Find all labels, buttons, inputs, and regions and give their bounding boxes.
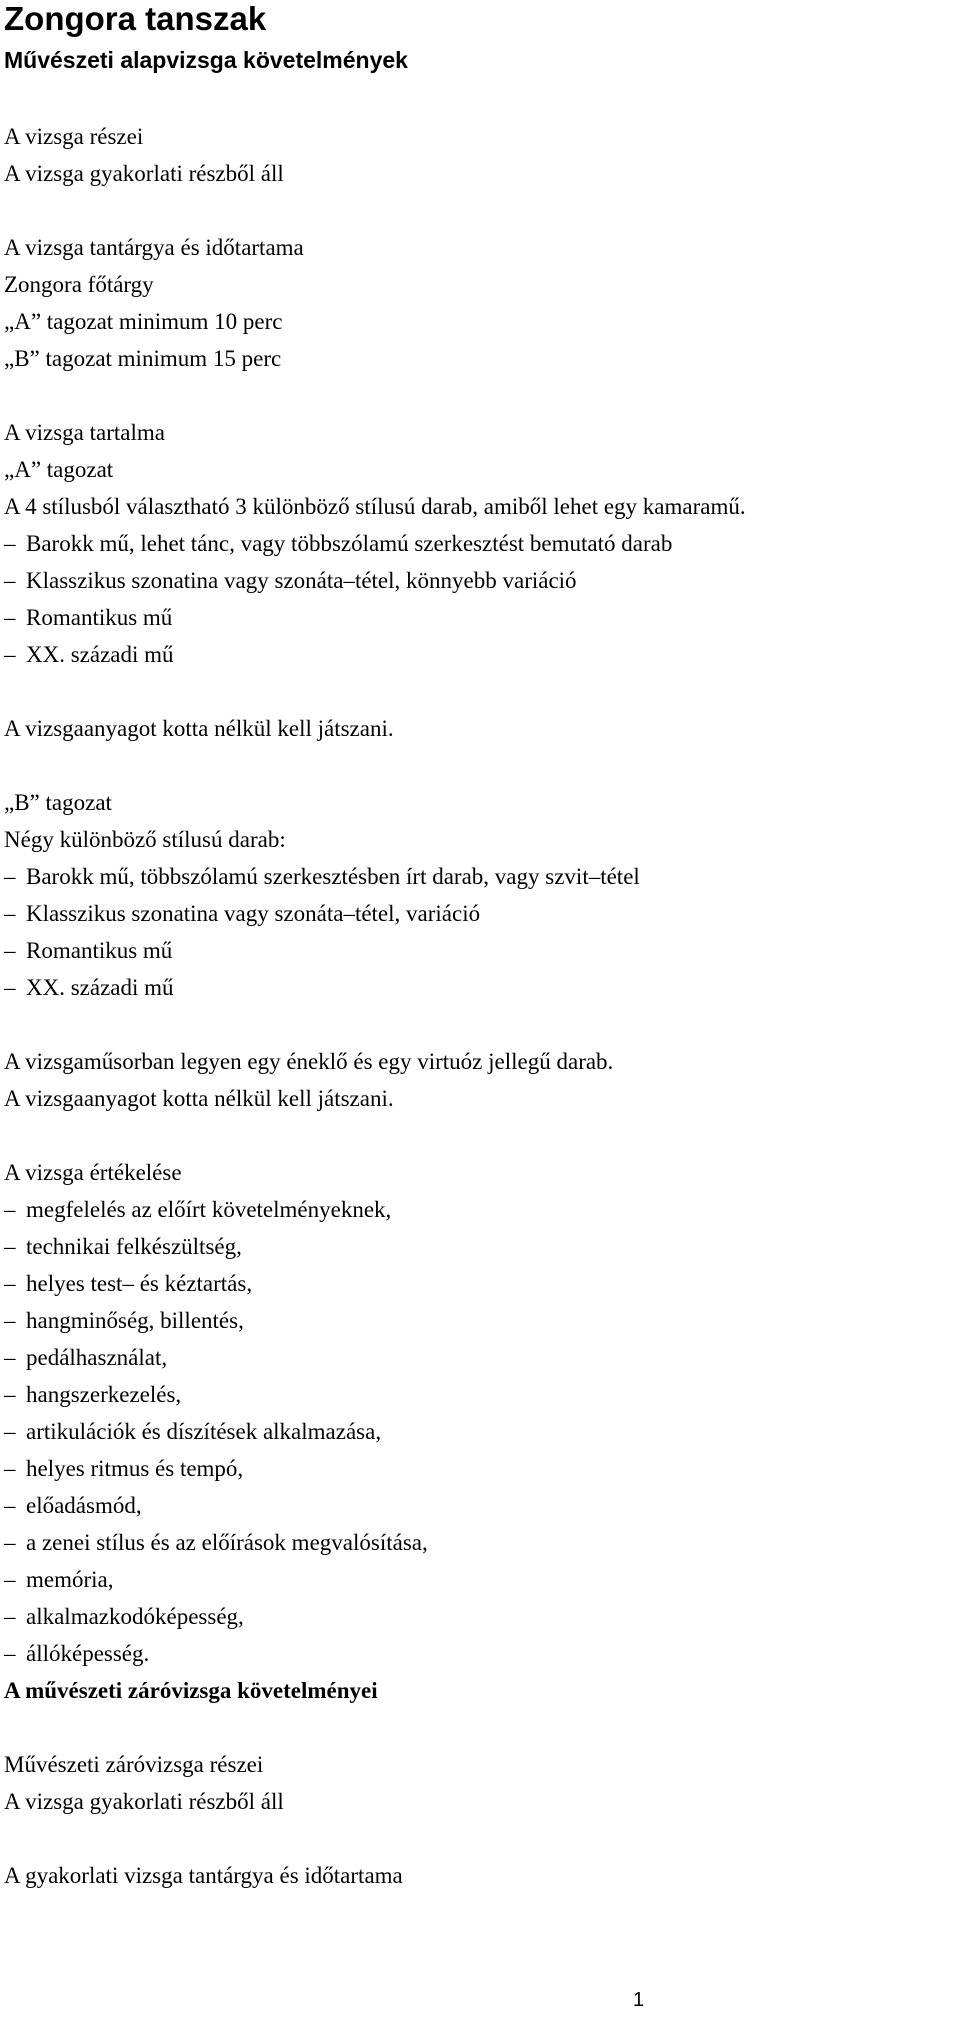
list-item-text: helyes test– és kéztartás, bbox=[26, 1271, 253, 1296]
list-item-text: helyes ritmus és tempó, bbox=[26, 1456, 244, 1481]
dash-bullet: – bbox=[4, 642, 16, 667]
section-heading-tartalma: A vizsga tartalma bbox=[4, 420, 165, 445]
list-item bbox=[4, 1565, 114, 1595]
list-item bbox=[4, 1528, 428, 1558]
list-item bbox=[4, 1380, 181, 1410]
list-item-text: hangszerkezelés, bbox=[26, 1382, 182, 1407]
zarovizsga-parts-heading: Művészeti záróvizsga részei bbox=[4, 1752, 264, 1777]
list-item bbox=[4, 862, 640, 892]
list-item bbox=[4, 529, 672, 559]
dash-bullet: – bbox=[4, 1493, 16, 1518]
a-tagozat-note: A vizsgaanyagot kotta nélkül kell játszani. bbox=[4, 716, 394, 741]
list-item-text: artikulációk és díszítések alkalmazása, bbox=[26, 1419, 382, 1444]
tantargy-subject: Zongora főtárgy bbox=[4, 272, 154, 297]
list-item-text: Romantikus mű bbox=[26, 938, 173, 963]
dash-bullet: – bbox=[4, 1530, 16, 1555]
list-item bbox=[4, 1639, 149, 1669]
dash-bullet: – bbox=[4, 864, 16, 889]
b-tagozat-note-2: A vizsgaanyagot kotta nélkül kell játszani. bbox=[4, 1086, 394, 1111]
dash-bullet: – bbox=[4, 1308, 16, 1333]
dash-bullet: – bbox=[4, 605, 16, 630]
zarovizsga-parts-text: A vizsga gyakorlati részből áll bbox=[4, 1789, 284, 1814]
a-tagozat-intro: A 4 stílusból választható 3 különböző stílusú darab, amiből lehet egy kamaramű. bbox=[4, 494, 746, 519]
list-item bbox=[4, 603, 172, 633]
list-item-text: hangminőség, billentés, bbox=[26, 1308, 244, 1333]
list-item-text: XX. századi mű bbox=[26, 642, 174, 667]
list-item-text: technikai felkészültség, bbox=[26, 1234, 242, 1259]
dash-bullet: – bbox=[4, 1382, 16, 1407]
zarovizsga-practical-heading: A gyakorlati vizsga tantárgya és időtartama bbox=[4, 1863, 403, 1888]
tantargy-a-duration: „A” tagozat minimum 10 perc bbox=[4, 309, 283, 334]
list-item-text: XX. századi mű bbox=[26, 975, 174, 1000]
page-subtitle: Művészeti alapvizsga követelmények bbox=[4, 47, 408, 73]
section-heading-zarovizsga: A művészeti záróvizsga követelményei bbox=[4, 1678, 378, 1703]
section-heading-tantargy: A vizsga tantárgya és időtartama bbox=[4, 235, 304, 260]
b-tagozat-heading: „B” tagozat bbox=[4, 790, 112, 815]
dash-bullet: – bbox=[4, 1419, 16, 1444]
page-number: 1 bbox=[633, 1989, 645, 2011]
list-item bbox=[4, 1343, 167, 1373]
list-item bbox=[4, 973, 174, 1003]
list-item bbox=[4, 936, 172, 966]
a-tagozat-heading: „A” tagozat bbox=[4, 457, 114, 482]
list-item bbox=[4, 640, 174, 670]
list-item bbox=[4, 1602, 244, 1632]
b-tagozat-intro: Négy különböző stílusú darab: bbox=[4, 827, 286, 852]
page-title: Zongora tanszak bbox=[4, 0, 267, 37]
list-item bbox=[4, 1454, 243, 1484]
list-item bbox=[4, 1417, 381, 1447]
list-item-text: alkalmazkodóképesség, bbox=[26, 1604, 244, 1629]
list-item-text: Barokk mű, lehet tánc, vagy többszólamú szerkesztést bemutató darab bbox=[26, 531, 673, 556]
dash-bullet: – bbox=[4, 1234, 16, 1259]
dash-bullet: – bbox=[4, 1456, 16, 1481]
list-item-text: Romantikus mű bbox=[26, 605, 173, 630]
b-tagozat-note-1: A vizsgaműsorban legyen egy éneklő és egy virtuóz jellegű darab. bbox=[4, 1049, 614, 1074]
list-item bbox=[4, 1195, 391, 1225]
dash-bullet: – bbox=[4, 531, 16, 556]
dash-bullet: – bbox=[4, 1604, 16, 1629]
list-item-text: megfelelés az előírt követelményeknek, bbox=[26, 1197, 392, 1222]
section-heading-vizsga-reszei: A vizsga részei bbox=[4, 124, 144, 149]
tantargy-b-duration: „B” tagozat minimum 15 perc bbox=[4, 346, 282, 371]
list-item bbox=[4, 1232, 242, 1262]
list-item-text: Klasszikus szonatina vagy szonáta–tétel, variáció bbox=[26, 901, 481, 926]
list-item bbox=[4, 899, 480, 929]
section-heading-ertekeles: A vizsga értékelése bbox=[4, 1160, 182, 1185]
dash-bullet: – bbox=[4, 1345, 16, 1370]
list-item-text: előadásmód, bbox=[26, 1493, 142, 1518]
dash-bullet: – bbox=[4, 901, 16, 926]
list-item bbox=[4, 1491, 142, 1521]
list-item-text: pedálhasználat, bbox=[26, 1345, 168, 1370]
list-item-text: memória, bbox=[26, 1567, 114, 1592]
list-item-text: a zenei stílus és az előírások megvalósítása, bbox=[26, 1530, 428, 1555]
dash-bullet: – bbox=[4, 1197, 16, 1222]
vizsga-reszei-text: A vizsga gyakorlati részből áll bbox=[4, 161, 284, 186]
list-item-text: állóképesség. bbox=[26, 1641, 150, 1666]
dash-bullet: – bbox=[4, 1271, 16, 1296]
list-item-text: Klasszikus szonatina vagy szonáta–tétel, könnyebb variáció bbox=[26, 568, 577, 593]
list-item bbox=[4, 1269, 252, 1299]
list-item bbox=[4, 566, 577, 596]
dash-bullet: – bbox=[4, 975, 16, 1000]
dash-bullet: – bbox=[4, 1641, 16, 1666]
dash-bullet: – bbox=[4, 568, 16, 593]
dash-bullet: – bbox=[4, 1567, 16, 1592]
list-item-text: Barokk mű, többszólamú szerkesztésben írt darab, vagy szvit–tétel bbox=[26, 864, 640, 889]
dash-bullet: – bbox=[4, 938, 16, 963]
list-item bbox=[4, 1306, 244, 1336]
